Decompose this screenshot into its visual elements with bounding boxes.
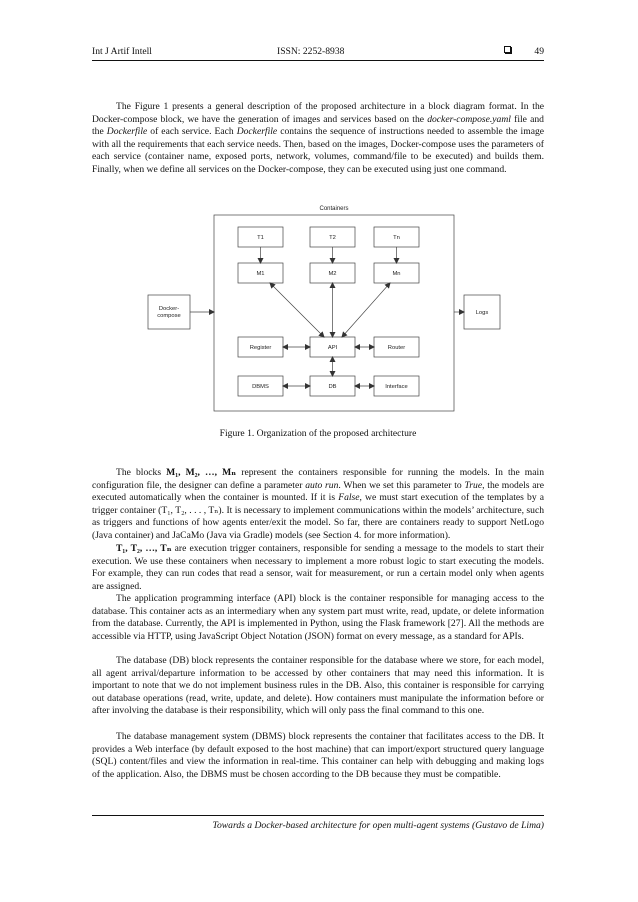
label-m2: M2 — [328, 271, 337, 277]
page-number: 49 — [534, 46, 544, 57]
label-docker-1: Docker- — [158, 306, 180, 312]
header-rule — [92, 60, 544, 61]
arrow-mn-api — [342, 283, 390, 337]
label-m1: M1 — [256, 271, 265, 277]
figure-caption: Figure 1. Organization of the proposed architecture — [219, 428, 417, 439]
label-t1: T1 — [257, 235, 264, 241]
footer-rule — [92, 815, 544, 816]
label-interface: Interface — [385, 384, 408, 390]
box-docker-compose — [148, 295, 190, 329]
paragraph-6: The database management system (DBMS) block represents the container that facilitates access to the DB. It provides a Web interface (by default exposed to the host machine) that can import/export structured query language (SQL) content/files and view the information in real-time. This container can help with debugging and making logs of the application. Also, the DBMS must be chosen according to the DB because they must be compatible. — [92, 731, 544, 780]
label-router: Router — [387, 345, 406, 351]
architecture-diagram — [92, 206, 544, 421]
label-register: Register — [249, 345, 272, 351]
label-tn: Tn — [393, 235, 400, 241]
paragraph-2: The blocks M₁, M₂, …, Mₙ represent the containers responsible for running the models. In the main configuration file, the designer can define a parameter auto run. When we set this parameter to True, the models are executed automatically when the container is mounted. If it is False, we must start execution of the templates by a trigger container (T₁, T₂, . . . , Tₙ). It is necessary to implement communications within the models’ architecture, such as triggers and functions of how agents enter/exit the model. So far, there are containers ready to support NetLogo (Java container) and JaCaMo (Java via Gradle) models (see Section 4. for more information). — [92, 467, 544, 541]
containers-frame — [214, 215, 454, 411]
paragraph-4: The application programming interface (API) block is the container responsible for managing access to the database. This container acts as an intermediary when any system part must write, read, update, or delete information from the database. Currently, the API is implemented in Python, using the Flask framework [27]. All the methods are accessible via HTTP, using JavaScript Object Notation (JSON) format on every message, as a standard for APIs. — [92, 593, 544, 642]
label-mn: Mn — [392, 271, 401, 277]
label-db: DB — [328, 384, 337, 390]
label-dbms: DBMS — [252, 384, 269, 390]
label-docker-2: compose — [157, 313, 181, 319]
paragraph-3: T₁, T₂, …, Tₙ are execution trigger containers, responsible for sending a message to the models to start their execution. We use these containers when necessary to implement a more robust logic to start executing the models. For example, they can run codes that read a sensor, wait for measurement, or run a certain model only when agents are assigned. — [92, 543, 544, 592]
label-containers: Containers — [319, 206, 349, 212]
journal-name: Int J Artif Intell — [92, 46, 152, 57]
issn: ISSN: 2252-8938 — [277, 46, 345, 57]
label-t2: T2 — [329, 235, 336, 241]
label-logs: Logs — [475, 310, 489, 316]
label-api: API — [327, 345, 338, 351]
paragraph-1: The Figure 1 presents a general description of the proposed architecture in a block diagram format. In the Docker-compose block, we have the generation of images and services based on the docker-compose.yaml file and the Dockerfile of each service. Each Dockerfile contains the sequence of instructions needed to assemble the image with all the requirements that each service needs. Then, based on the images, Docker-compose uses the parameters of each service (container name, exposed ports, network, volumes, command/file to be executed) and builds them. Finally, when we define all services on the Docker-compose, they can be executed using just one command. — [92, 101, 545, 175]
arrow-m1-api — [270, 283, 324, 337]
running-footer: Towards a Docker-based architecture for open multi-agent systems (Gustavo de Lima) — [212, 820, 544, 831]
paragraph-5: The database (DB) block represents the container responsible for the database where we store, for each model, all agent arrival/departure information to be accessed by other containers that may need this information. It is important to note that we do not implement business rules in the DB. Also, this container is responsible for carrying out database operations (read, write, update, and delete). How containers must manipulate the information before or after involving the database is their responsibility, which will only pass the final command to this one. — [92, 655, 544, 717]
